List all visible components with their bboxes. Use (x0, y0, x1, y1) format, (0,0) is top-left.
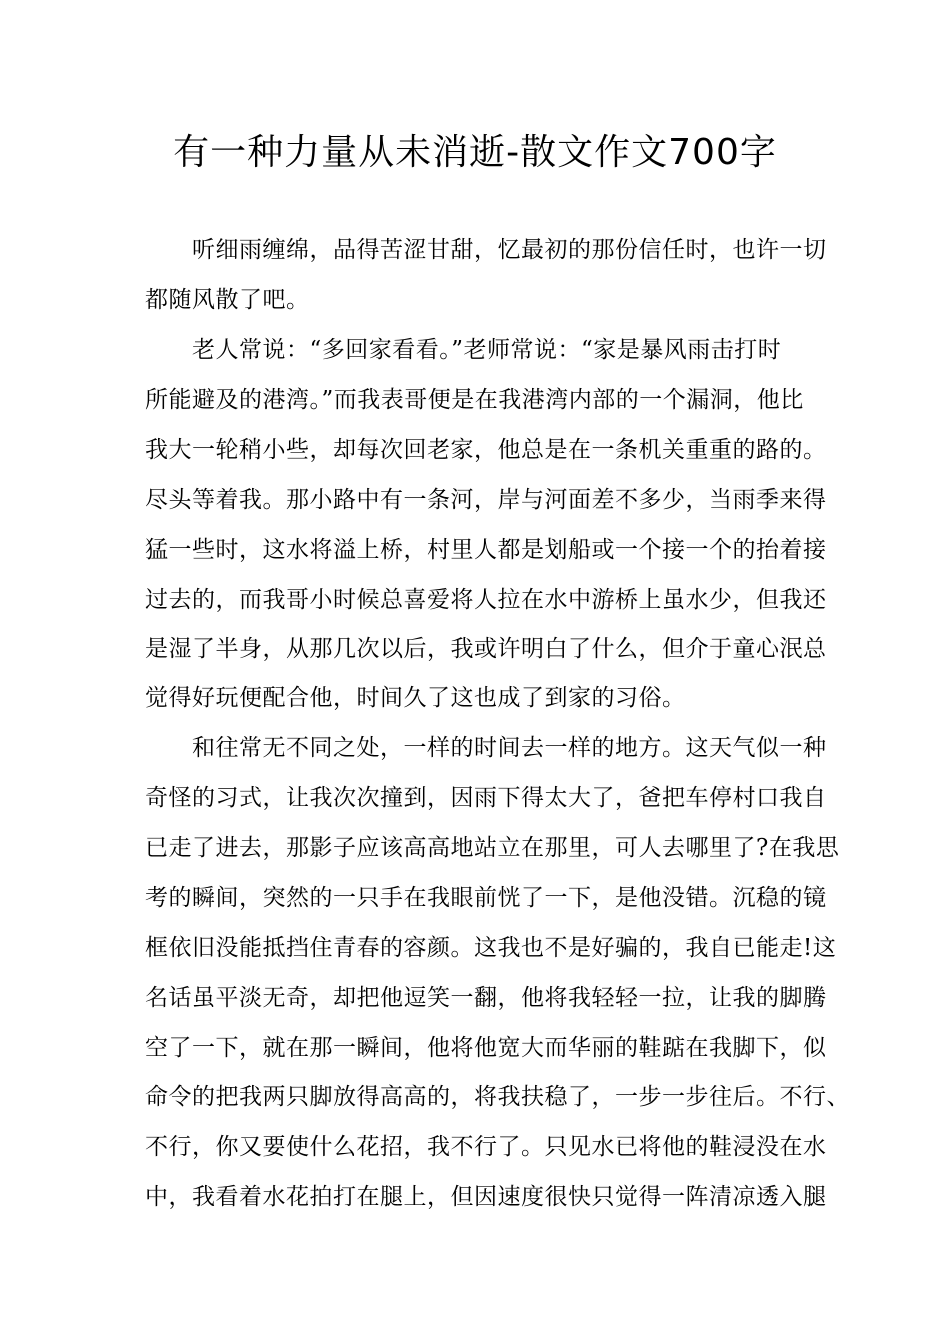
text-line: 框依旧没能抵挡住青春的容颜。这我也不是好骗的，我自已能走!这 (145, 935, 837, 961)
text-line: 中，我看着水花拍打在腿上，但因速度很快只觉得一阵清凉透入腿 (145, 1184, 827, 1210)
text-line: 猛一些时，这水将溢上桥，村里人都是划船或一个接一个的抬着接 (145, 537, 827, 563)
text-line: 不行，你又要使什么花招，我不行了。只见水已将他的鞋浸没在水 (145, 1134, 827, 1160)
text-line: 过去的，而我哥小时候总喜爱将人拉在水中游桥上虽水少，但我还 (145, 587, 827, 613)
text-line: 尽头等着我。那小路中有一条河，岸与河面差不多少，当雨季来得 (145, 487, 827, 513)
text-line: 都随风散了吧。 (145, 287, 310, 313)
text-line: 我大一轮稍小些，却每次回老家，他总是在一条机关重重的路的。 (145, 437, 827, 463)
text-line: 老人常说：“多回家看看。”老师常说：“家是暴风雨击打时 (145, 337, 782, 363)
text-line: 所能避及的港湾。”而我表哥便是在我港湾内部的一个漏洞，他比 (145, 387, 804, 413)
text-line: 已走了进去，那影子应该高高地站立在那里，可人去哪里了?在我思 (145, 835, 840, 861)
document-title: 有一种力量从未消逝-散文作文700字 (173, 132, 777, 173)
text-line: 命令的把我两只脚放得高高的，将我扶稳了，一步一步往后。不行、 (145, 1084, 850, 1110)
text-line: 听细雨缠绵，品得苦涩甘甜，忆最初的那份信任时，也许一切 (145, 237, 827, 263)
text-line: 名话虽平淡无奇，却把他逗笑一翻，他将我轻轻一拉，让我的脚腾 (145, 985, 827, 1011)
text-line: 是湿了半身，从那几次以后，我或许明白了什么，但介于童心泯总 (145, 636, 827, 662)
text-line: 觉得好玩便配合他，时间久了这也成了到家的习俗。 (145, 685, 686, 711)
text-line: 考的瞬间，突然的一只手在我眼前恍了一下，是他没错。沉稳的镜 (145, 885, 827, 911)
text-line: 和往常无不同之处，一样的时间去一样的地方。这天气似一种 (145, 735, 827, 761)
text-line: 奇怪的习式，让我次次撞到，因雨下得太大了，爸把车停村口我自 (145, 785, 827, 811)
text-line: 空了一下，就在那一瞬间，他将他宽大而华丽的鞋踮在我脚下，似 (145, 1035, 827, 1061)
